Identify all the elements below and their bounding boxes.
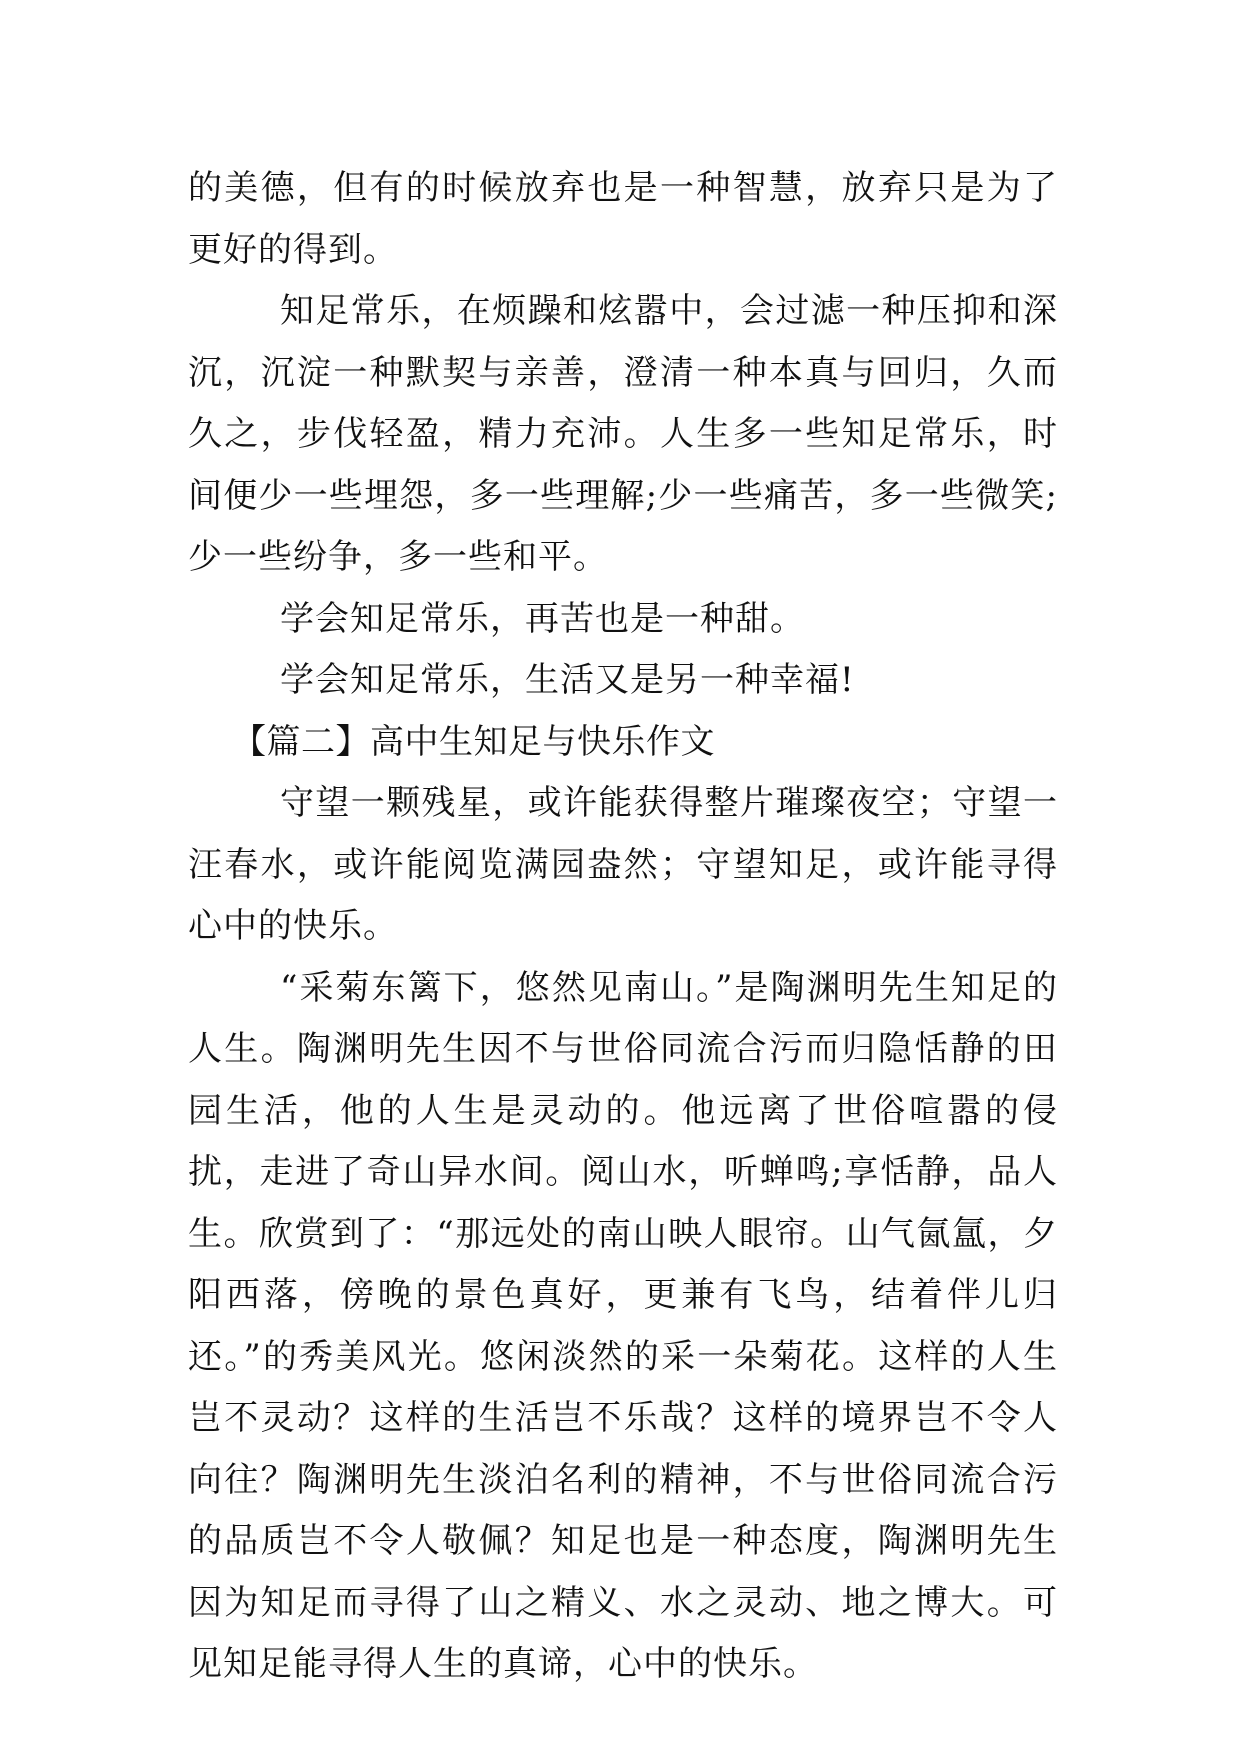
- paragraph-sweetness: 学会知足常乐，再苦也是一种甜。: [280, 598, 805, 639]
- document-body: [188, 158, 1058, 1696]
- paragraph-tao-yuanming: “采菊东篱下，悠然见南山。”是陶渊明先生知足的人生。陶渊明先生因不与世俗同流合污而归隐恬静的田园生活，他的人生是灵动的。他远离了世俗喧嚣的侵扰，走进了奇山异水间。阅山水，听蝉鸣;享恬静，品人生。欣赏到了：“那远处的南山映人眼帘。山气氤氲，夕阳西落，傍晚的景色真好，更兼有飞鸟，结着伴儿归还。”的秀美风光。悠闲淡然的采一朵菊花。这样的人生岂不灵动？这样的生活岂不乐哉？这样的境界岂不令人向往？陶渊明先生淡泊名利的精神，不与世俗同流合污的品质岂不令人敬佩？知足也是一种态度，陶渊明先生因为知足而寻得了山之精义、水之灵动、地之博大。可见知足能寻得人生的真谛，心中的快乐。: [188, 967, 1058, 1684]
- paragraph-contentment: 知足常乐，在烦躁和炫嚣中，会过滤一种压抑和深沉，沉淀一种默契与亲善，澄清一种本真与回归，久而久之，步伐轻盈，精力充沛。人生多一些知足常乐，时间便少一些埋怨，多一些理解;少一些痛苦，多一些微笑;少一些纷争，多一些和平。: [188, 291, 1058, 577]
- section-heading: 【篇二】高中生知足与快乐作文: [232, 721, 715, 762]
- paragraph-watching: 守望一颗残星，或许能获得整片璀璨夜空；守望一汪春水，或许能阅览满园盎然；守望知足，或许能寻得心中的快乐。: [188, 783, 1058, 946]
- paragraph-happiness: 学会知足常乐，生活又是另一种幸福!: [280, 660, 855, 700]
- paragraph-continuation: 的美德，但有的时候放弃也是一种智慧，放弃只是为了更好的得到。: [188, 168, 1058, 270]
